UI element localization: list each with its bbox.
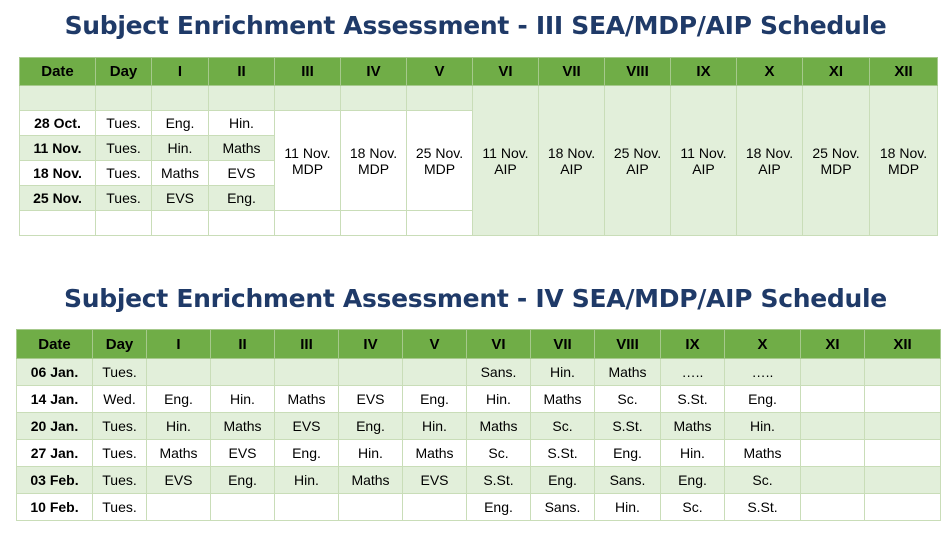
empty-cell [275,86,341,111]
header-cell: Day [93,330,147,359]
header-cell: VIII [605,58,671,86]
subject-cell [403,359,467,386]
subject-cell: Sc. [725,467,801,494]
day-cell: Tues. [93,413,147,440]
day-cell: Tues. [96,186,152,211]
subject-cell: ….. [725,359,801,386]
empty-cell [209,86,275,111]
subject-cell: Eng. [467,494,531,521]
subject-cell: EVS [209,161,275,186]
subject-cell: Maths [209,136,275,161]
subject-cell [147,494,211,521]
header-cell: IX [671,58,737,86]
subject-cell [865,467,941,494]
day-cell: Tues. [96,111,152,136]
empty-cell [341,211,407,236]
header-cell: VI [467,330,531,359]
empty-cell [152,211,209,236]
day-cell: Tues. [96,136,152,161]
subject-cell: Eng. [725,386,801,413]
table-row [17,359,941,386]
header-cell: VII [539,58,605,86]
merged-cell-ix: 11 Nov. AIP [671,86,737,236]
subject-cell: Maths [595,359,661,386]
subject-cell: Maths [152,161,209,186]
empty-cell [407,86,473,111]
subject-cell [801,386,865,413]
header-cell: Date [17,330,93,359]
subject-cell [801,440,865,467]
header-cell: XI [803,58,870,86]
subject-cell: Eng. [275,440,339,467]
date-cell: 10 Feb. [17,494,93,521]
header-cell: I [147,330,211,359]
subject-cell: Eng. [209,186,275,211]
subject-cell: Maths [339,467,403,494]
schedule-table-iv [16,329,941,521]
subject-cell: EVS [147,467,211,494]
subject-cell [211,359,275,386]
subject-cell: Hin. [209,111,275,136]
date-cell: 14 Jan. [17,386,93,413]
subject-cell: Eng. [531,467,595,494]
subject-cell: EVS [152,186,209,211]
subject-cell: Sans. [531,494,595,521]
subject-cell: Maths [467,413,531,440]
date-cell: 18 Nov. [20,161,96,186]
schedule-body [17,359,941,521]
merged-cell-xi: 25 Nov. MDP [803,86,870,236]
subject-cell: Hin. [211,386,275,413]
schedule-table-iii [19,57,938,236]
day-cell: Tues. [93,467,147,494]
subject-cell [801,359,865,386]
header-cell: V [407,58,473,86]
empty-cell [96,211,152,236]
merged-cell-iv: 18 Nov. MDP [341,111,407,211]
subject-cell: Sc. [661,494,725,521]
subject-cell: EVS [211,440,275,467]
subject-cell [147,359,211,386]
subject-cell: Sc. [595,386,661,413]
header-row [20,58,938,86]
table-row [17,440,941,467]
merged-cell-vii: 18 Nov. AIP [539,86,605,236]
subject-cell [865,359,941,386]
subject-cell [865,440,941,467]
subject-cell [275,359,339,386]
subject-cell: Maths [531,386,595,413]
subject-cell: S.St. [467,467,531,494]
subject-cell: Hin. [661,440,725,467]
subject-cell: Hin. [467,386,531,413]
header-cell: III [275,330,339,359]
empty-cell [209,211,275,236]
subject-cell: Eng. [211,467,275,494]
header-cell: III [275,58,341,86]
merged-cell-xii: 18 Nov. MDP [870,86,938,236]
schedule-title-iv: Subject Enrichment Assessment - IV SEA/MDP/AIP Schedule [64,284,887,313]
date-cell: 06 Jan. [17,359,93,386]
subject-cell: Hin. [152,136,209,161]
table-row [20,86,938,111]
empty-cell [20,211,96,236]
header-cell: I [152,58,209,86]
header-cell: II [209,58,275,86]
date-cell: 25 Nov. [20,186,96,211]
subject-cell [865,413,941,440]
header-cell: Date [20,58,96,86]
subject-cell: EVS [275,413,339,440]
subject-cell: Hin. [275,467,339,494]
subject-cell: Eng. [147,386,211,413]
subject-cell: Hin. [147,413,211,440]
table-row [17,494,941,521]
subject-cell: Hin. [339,440,403,467]
subject-cell: Eng. [339,413,403,440]
header-cell: IV [341,58,407,86]
subject-cell: S.St. [725,494,801,521]
subject-cell: Sans. [595,467,661,494]
header-cell: V [403,330,467,359]
table-row [17,413,941,440]
header-cell: IX [661,330,725,359]
day-cell: Tues. [93,440,147,467]
empty-cell [20,86,96,111]
subject-cell: Maths [725,440,801,467]
header-cell: VI [473,58,539,86]
header-cell: Day [96,58,152,86]
subject-cell: S.St. [595,413,661,440]
day-cell: Tues. [93,494,147,521]
subject-cell [339,359,403,386]
day-cell: Tues. [93,359,147,386]
subject-cell: Hin. [595,494,661,521]
subject-cell [865,494,941,521]
subject-cell: Maths [661,413,725,440]
header-cell: X [737,58,803,86]
subject-cell [275,494,339,521]
empty-cell [96,86,152,111]
subject-cell: Sans. [467,359,531,386]
schedule-title-iii: Subject Enrichment Assessment - III SEA/MDP/AIP Schedule [64,11,887,40]
subject-cell: ….. [661,359,725,386]
subject-cell: Hin. [403,413,467,440]
subject-cell: Hin. [725,413,801,440]
subject-cell: Hin. [531,359,595,386]
header-cell: XII [870,58,938,86]
merged-cell-x: 18 Nov. AIP [737,86,803,236]
day-cell: Tues. [96,161,152,186]
subject-cell: Maths [211,413,275,440]
table-row [17,386,941,413]
subject-cell: Maths [147,440,211,467]
header-cell: IV [339,330,403,359]
day-cell: Wed. [93,386,147,413]
table-row [17,467,941,494]
subject-cell: Eng. [661,467,725,494]
header-cell: XII [865,330,941,359]
subject-cell [211,494,275,521]
subject-cell [339,494,403,521]
subject-cell: Eng. [595,440,661,467]
subject-cell: EVS [403,467,467,494]
header-row [17,330,941,359]
empty-cell [275,211,341,236]
subject-cell: S.St. [661,386,725,413]
date-cell: 20 Jan. [17,413,93,440]
header-cell: VII [531,330,595,359]
subject-cell: Maths [275,386,339,413]
subject-cell [801,467,865,494]
merged-cell-iii: 11 Nov. MDP [275,111,341,211]
empty-cell [341,86,407,111]
merged-cell-vi: 11 Nov. AIP [473,86,539,236]
subject-cell [801,413,865,440]
subject-cell: Eng. [403,386,467,413]
date-cell: 28 Oct. [20,111,96,136]
header-cell: XI [801,330,865,359]
subject-cell: Maths [403,440,467,467]
empty-cell [407,211,473,236]
subject-cell [865,386,941,413]
subject-cell [801,494,865,521]
header-cell: X [725,330,801,359]
subject-cell: S.St. [531,440,595,467]
merged-cell-v: 25 Nov. MDP [407,111,473,211]
subject-cell: Eng. [152,111,209,136]
subject-cell [403,494,467,521]
date-cell: 03 Feb. [17,467,93,494]
subject-cell: Sc. [467,440,531,467]
header-cell: II [211,330,275,359]
merged-cell-viii: 25 Nov. AIP [605,86,671,236]
empty-cell [152,86,209,111]
header-cell: VIII [595,330,661,359]
date-cell: 11 Nov. [20,136,96,161]
subject-cell: EVS [339,386,403,413]
date-cell: 27 Jan. [17,440,93,467]
subject-cell: Sc. [531,413,595,440]
